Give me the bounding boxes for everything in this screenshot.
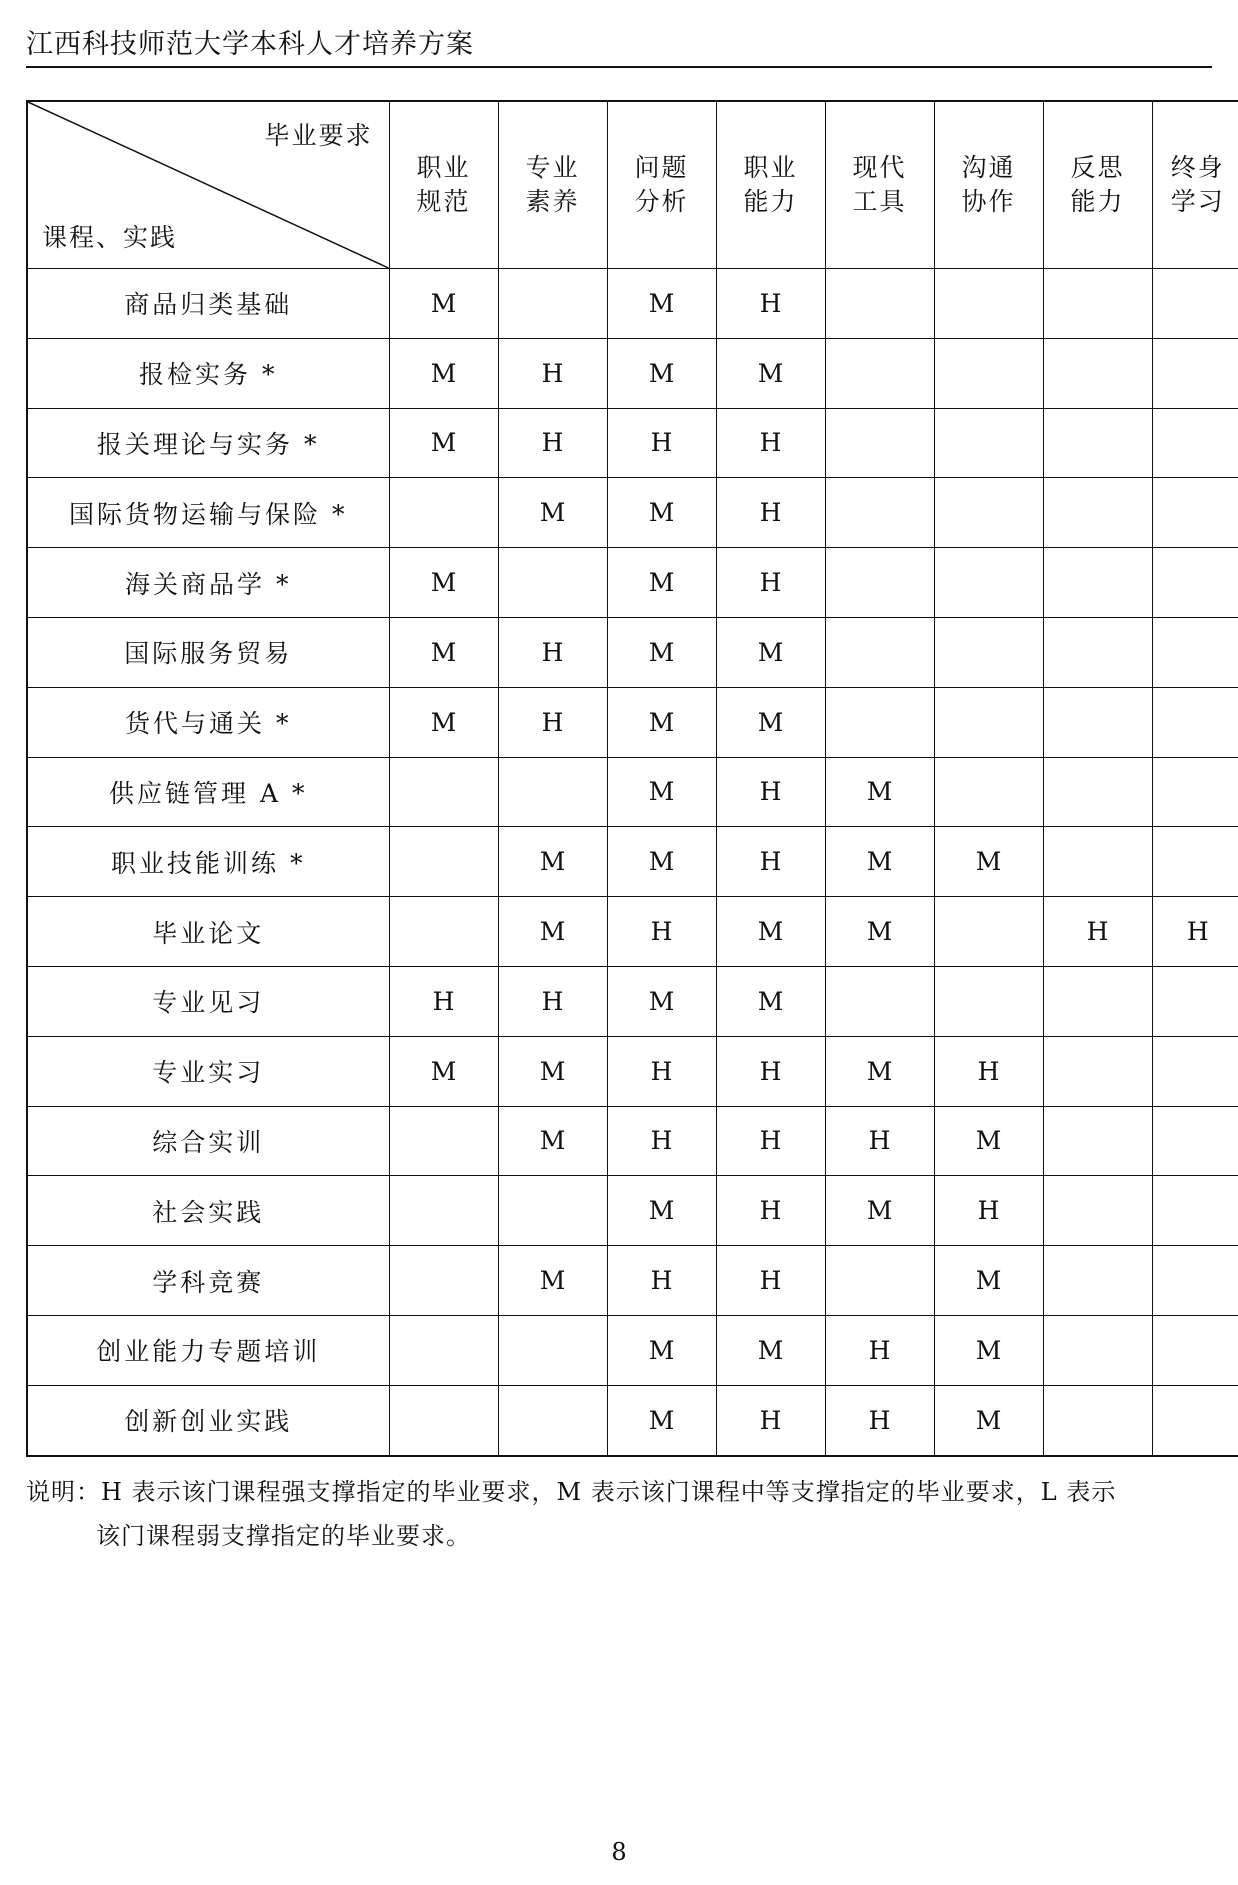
support-level-cell [825,408,934,478]
support-level-cell: M [716,687,825,757]
support-level-cell [1152,617,1238,687]
support-level-cell [1152,1315,1238,1385]
support-level-cell [1043,617,1152,687]
support-level-cell [1152,1176,1238,1246]
support-level-cell [825,1246,934,1316]
support-level-cell [1152,1246,1238,1316]
course-name-cell: 供应链管理 A * [27,757,389,827]
support-level-cell [1152,408,1238,478]
column-header-line-2: 分析 [634,187,689,216]
support-level-cell: H [716,548,825,618]
support-level-cell [1043,1385,1152,1455]
support-level-cell: M [607,617,716,687]
support-level-cell: H [498,687,607,757]
support-level-cell [1152,548,1238,618]
table-row [27,1176,1238,1246]
column-header-line-1: 沟通 [961,153,1016,182]
column-header-line-1: 反思 [1070,153,1125,182]
support-level-cell: M [607,1315,716,1385]
legend-note-line-1: 说明：H 表示该门课程强支撑指定的毕业要求，M 表示该门课程中等支撑指定的毕业要求，L 表示 [26,1478,1117,1506]
support-level-cell: H [825,1385,934,1455]
support-level-cell: H [716,1385,825,1455]
support-level-cell: H [716,1176,825,1246]
support-level-cell [1152,338,1238,408]
corner-label-requirements: 毕业要求 [264,121,373,150]
support-level-cell [934,966,1043,1036]
support-level-cell [1152,1036,1238,1106]
header-rule [26,66,1212,68]
column-header-0 [389,101,498,269]
table-row [27,478,1238,548]
support-level-cell: M [389,548,498,618]
support-level-cell [1043,338,1152,408]
legend-note-line-2: 该门课程弱支撑指定的毕业要求。 [96,1522,471,1550]
support-level-cell [825,269,934,339]
support-level-cell: M [825,1036,934,1106]
support-level-cell [825,617,934,687]
support-level-cell [498,548,607,618]
course-name-cell: 综合实训 [27,1106,389,1176]
table-row [27,408,1238,478]
support-level-cell [934,548,1043,618]
column-header-2 [607,101,716,269]
support-level-cell: M [389,408,498,478]
course-name-cell: 国际服务贸易 [27,617,389,687]
support-level-cell [389,1106,498,1176]
column-header-line-2: 素养 [525,187,580,216]
support-level-cell [1152,827,1238,897]
support-level-cell [1152,966,1238,1036]
legend-note [26,1470,1216,1558]
support-level-cell [934,338,1043,408]
course-name-cell: 报关理论与实务 * [27,408,389,478]
course-name-cell: 职业技能训练 * [27,827,389,897]
support-level-cell [498,1385,607,1455]
support-level-cell: H [716,1036,825,1106]
column-header-line-2: 学习 [1170,187,1225,216]
support-level-cell [1043,1246,1152,1316]
table-row [27,269,1238,339]
support-level-cell [1043,1315,1152,1385]
table-row [27,617,1238,687]
support-level-cell: M [716,966,825,1036]
support-level-cell: M [716,897,825,967]
support-level-cell: M [934,1315,1043,1385]
running-head: 江西科技师范大学本科人才培养方案 [26,29,474,60]
support-level-cell: M [607,548,716,618]
support-level-cell: H [1043,897,1152,967]
support-level-cell: H [934,1176,1043,1246]
column-header-line-2: 协作 [961,187,1016,216]
column-header-line-1: 职业 [416,153,471,182]
support-level-cell [1043,408,1152,478]
support-level-cell [389,1315,498,1385]
support-level-cell: M [498,827,607,897]
support-level-cell: M [607,338,716,408]
support-level-cell [1152,478,1238,548]
support-level-cell: H [607,408,716,478]
support-level-cell: H [498,408,607,478]
support-level-cell: M [389,269,498,339]
support-level-cell: H [607,1036,716,1106]
support-level-cell: M [934,1106,1043,1176]
column-header-line-2: 规范 [416,187,471,216]
support-level-cell [498,1315,607,1385]
support-level-cell: H [498,966,607,1036]
course-name-cell: 货代与通关 * [27,687,389,757]
support-level-cell: H [716,1246,825,1316]
table-row [27,1385,1238,1455]
support-level-cell: M [716,617,825,687]
column-header-3 [716,101,825,269]
table-header-row [27,101,1238,269]
column-header-line-1: 职业 [743,153,798,182]
corner-header-cell [27,101,389,269]
column-header-line-1: 终身 [1170,153,1225,182]
support-level-cell: M [498,1246,607,1316]
course-name-cell: 创新创业实践 [27,1385,389,1455]
support-level-cell: H [498,617,607,687]
support-level-cell [1043,1176,1152,1246]
support-level-cell [1043,1106,1152,1176]
support-level-cell: M [825,1176,934,1246]
course-name-cell: 专业实习 [27,1036,389,1106]
support-level-cell [825,478,934,548]
table-row [27,338,1238,408]
course-name-cell: 海关商品学 * [27,548,389,618]
support-level-cell: H [607,1106,716,1176]
table-row [27,548,1238,618]
table-row [27,1036,1238,1106]
support-level-cell: M [498,897,607,967]
support-level-cell: H [716,757,825,827]
support-level-cell: M [607,687,716,757]
support-level-cell [1043,687,1152,757]
column-header-line-2: 能力 [743,187,798,216]
support-level-cell: H [716,827,825,897]
table-row [27,1106,1238,1176]
support-level-cell: M [498,1036,607,1106]
support-level-cell: M [825,827,934,897]
column-header-7 [1152,101,1238,269]
support-level-cell [1043,1036,1152,1106]
corner-label-courses: 课程、实践 [42,223,178,252]
support-level-cell: H [716,478,825,548]
support-level-cell [389,1176,498,1246]
table-row [27,1246,1238,1316]
page-number: 8 [611,1838,627,1866]
support-level-cell: H [607,897,716,967]
table-body [27,269,1238,1456]
column-header-line-1: 问题 [634,153,689,182]
course-name-cell: 创业能力专题培训 [27,1315,389,1385]
column-header-line-1: 专业 [525,153,580,182]
column-header-line-2: 工具 [852,187,907,216]
support-level-cell: H [716,408,825,478]
support-level-cell [389,1385,498,1455]
support-level-cell [389,757,498,827]
support-level-cell [934,617,1043,687]
support-level-cell [389,478,498,548]
support-level-cell: H [934,1036,1043,1106]
support-level-cell: H [825,1315,934,1385]
support-level-cell [934,897,1043,967]
column-header-5 [934,101,1043,269]
support-level-cell: M [607,1176,716,1246]
support-level-cell: M [607,757,716,827]
table-row [27,757,1238,827]
support-level-cell [1043,757,1152,827]
support-level-cell: M [607,269,716,339]
support-level-cell: M [389,338,498,408]
support-level-cell: M [825,897,934,967]
column-header-line-1: 现代 [852,153,907,182]
course-name-cell: 社会实践 [27,1176,389,1246]
support-level-cell: M [934,827,1043,897]
support-level-cell [1152,269,1238,339]
table-row [27,897,1238,967]
support-level-cell [1043,827,1152,897]
support-level-cell [1152,1385,1238,1455]
support-level-cell: H [498,338,607,408]
course-name-cell: 毕业论文 [27,897,389,967]
support-level-cell: M [498,1106,607,1176]
support-level-cell: H [716,269,825,339]
column-header-4 [825,101,934,269]
support-level-cell: H [1152,897,1238,967]
requirements-matrix-table [26,100,1238,1457]
support-level-cell: H [825,1106,934,1176]
support-level-cell [498,757,607,827]
support-level-cell [1152,687,1238,757]
support-level-cell [934,408,1043,478]
support-level-cell: M [716,1315,825,1385]
support-level-cell [825,966,934,1036]
support-level-cell: M [389,1036,498,1106]
support-level-cell [825,687,934,757]
support-level-cell: H [389,966,498,1036]
support-level-cell [1043,966,1152,1036]
support-level-cell [1152,757,1238,827]
support-level-cell [389,1246,498,1316]
support-level-cell: M [607,478,716,548]
support-level-cell: M [607,827,716,897]
support-level-cell [1043,548,1152,618]
table-row [27,966,1238,1036]
support-level-cell: M [934,1385,1043,1455]
support-level-cell [389,827,498,897]
course-name-cell: 专业见习 [27,966,389,1036]
course-name-cell: 国际货物运输与保险 * [27,478,389,548]
table-row [27,1315,1238,1385]
support-level-cell [825,548,934,618]
support-level-cell: M [607,1385,716,1455]
support-level-cell: M [825,757,934,827]
support-level-cell [389,897,498,967]
table-row [27,827,1238,897]
table-row [27,687,1238,757]
support-level-cell: H [716,1106,825,1176]
course-name-cell: 学科竞赛 [27,1246,389,1316]
support-level-cell: M [934,1246,1043,1316]
course-name-cell: 商品归类基础 [27,269,389,339]
support-level-cell [1043,478,1152,548]
support-level-cell [1152,1106,1238,1176]
course-name-cell: 报检实务 * [27,338,389,408]
support-level-cell: M [498,478,607,548]
support-level-cell [825,338,934,408]
support-level-cell [934,269,1043,339]
column-header-6 [1043,101,1152,269]
support-level-cell: M [716,338,825,408]
column-header-line-2: 能力 [1070,187,1125,216]
support-level-cell [934,757,1043,827]
support-level-cell [934,478,1043,548]
support-level-cell [498,1176,607,1246]
support-level-cell [498,269,607,339]
support-level-cell [934,687,1043,757]
support-level-cell: M [389,617,498,687]
support-level-cell: M [389,687,498,757]
column-header-1 [498,101,607,269]
support-level-cell: M [607,966,716,1036]
support-level-cell: H [607,1246,716,1316]
support-level-cell [1043,269,1152,339]
